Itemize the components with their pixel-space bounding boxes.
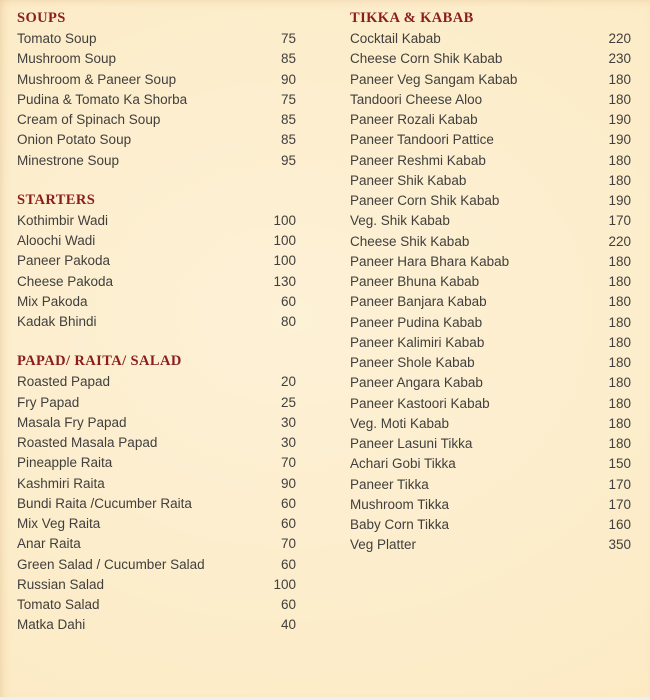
menu-item-row [350, 434, 631, 454]
menu-item-price: 85 [280, 132, 296, 148]
menu-item-price: 85 [280, 51, 296, 67]
menu-item-name: Paneer Pakoda [17, 253, 111, 269]
menu-item-name: Kothimbir Wadi [17, 212, 109, 228]
menu-item-name: Anar Raita [17, 536, 81, 552]
menu-item-row [17, 372, 296, 392]
menu-item-row [17, 575, 296, 595]
menu-item-row [350, 70, 631, 90]
menu-item-row [350, 333, 631, 353]
menu-item-price: 100 [273, 576, 296, 592]
menu-item-name: Mushroom & Paneer Soup [17, 71, 177, 87]
menu-item-price: 70 [280, 455, 296, 471]
menu-item-name: Paneer Kastoori Kabab [350, 395, 490, 411]
menu-item-price: 180 [608, 334, 631, 350]
menu-item-price: 190 [608, 132, 631, 148]
menu-item-name: Paneer Shik Kabab [350, 172, 467, 188]
menu-column-right [350, 7, 631, 556]
menu-item-name: Kadak Bhindi [17, 314, 97, 329]
menu-item-price: 220 [608, 31, 631, 46]
menu-item-price: 100 [273, 253, 296, 269]
menu-item-name: Bundi Raita /Cucumber Raita [17, 495, 192, 511]
menu-item-price: 75 [280, 31, 296, 46]
menu-item-price: 60 [280, 516, 296, 531]
menu-item-row [350, 394, 631, 414]
menu-item-price: 180 [608, 152, 631, 168]
menu-item-price: 180 [608, 274, 631, 289]
menu-item-price: 180 [608, 91, 631, 107]
menu-item-name: Onion Potato Soup [17, 132, 132, 148]
menu-item-row [17, 29, 296, 49]
menu-item-row [17, 90, 296, 110]
menu-item-row [350, 191, 631, 211]
menu-item-name: Paneer Shole Kabab [350, 355, 475, 370]
menu-item-row [350, 252, 631, 272]
menu-item-name: Mushroom Tikka [350, 496, 450, 512]
menu-item-price: 220 [608, 233, 631, 249]
section-heading: PAPAD/ RAITA/ SALAD [17, 353, 182, 370]
menu-item-name: Cream of Spinach Soup [17, 112, 161, 127]
menu-item-row [17, 453, 296, 473]
menu-item-row [17, 130, 296, 150]
menu-item-price: 180 [608, 415, 631, 431]
menu-item-price: 60 [280, 556, 296, 572]
menu-item-row [17, 494, 296, 514]
menu-item-price: 90 [280, 71, 296, 87]
menu-item-price: 75 [280, 91, 296, 107]
menu-item-name: Paneer Corn Shik Kabab [350, 193, 500, 208]
menu-item-name: Pudina & Tomato Ka Shorba [17, 91, 188, 107]
menu-item-row [350, 292, 631, 312]
menu-item-price: 180 [608, 355, 631, 370]
menu-item-price: 60 [280, 495, 296, 511]
menu-item-price: 190 [608, 193, 631, 208]
menu-item-price: 30 [280, 435, 296, 450]
menu-item-name: Mushroom Soup [17, 51, 117, 67]
menu-item-row [17, 211, 296, 231]
menu-item-price: 180 [608, 375, 631, 391]
menu-item-name: Cocktail Kabab [350, 31, 441, 46]
menu-item-row [350, 49, 631, 69]
menu-item-row [17, 312, 296, 332]
menu-item-row [350, 475, 631, 495]
menu-item-name: Masala Fry Papad [17, 414, 127, 430]
menu-item-price: 20 [280, 374, 296, 390]
menu-item-price: 30 [280, 414, 296, 430]
menu-item-price: 180 [608, 395, 631, 411]
menu-item-row [17, 534, 296, 554]
menu-item-name: Paneer Lasuni Tikka [350, 436, 473, 451]
menu-item-price: 180 [608, 314, 631, 330]
menu-item-name: Kashmiri Raita [17, 475, 105, 491]
menu-item-price: 130 [273, 273, 296, 289]
menu-item-price: 180 [608, 294, 631, 310]
menu-item-price: 180 [608, 253, 631, 269]
menu-item-row [17, 413, 296, 433]
menu-item-name: Achari Gobi Tikka [350, 456, 456, 472]
menu-item-row [350, 535, 631, 555]
menu-item-row [350, 211, 631, 231]
menu-item-price: 40 [280, 617, 296, 633]
menu-item-name: Cheese Corn Shik Kabab [350, 51, 503, 67]
menu-item-price: 180 [608, 172, 631, 188]
menu-item-name: Paneer Angara Kabab [350, 375, 483, 391]
menu-item-name: Cheese Pakoda [17, 273, 114, 289]
menu-item-price: 170 [608, 476, 631, 492]
menu-item-name: Paneer Banjara Kabab [350, 294, 487, 310]
menu-item-row [350, 373, 631, 393]
menu-item-price: 60 [280, 293, 296, 309]
menu-item-name: Baby Corn Tikka [350, 517, 450, 532]
menu-item-row [350, 232, 631, 252]
menu-item-row [17, 151, 296, 171]
section-heading: STARTERS [17, 191, 96, 208]
menu-item-name: Aloochi Wadi [17, 233, 96, 248]
menu-item-row [17, 110, 296, 130]
menu-item-row [17, 251, 296, 271]
menu-item-name: Roasted Masala Papad [17, 435, 158, 450]
menu-item-row [17, 292, 296, 312]
menu-item-row [17, 474, 296, 494]
menu-item-name: Fry Papad [17, 394, 80, 410]
menu-column-left [17, 7, 296, 636]
menu-item-name: Pineapple Raita [17, 455, 113, 471]
menu-item-row [17, 70, 296, 90]
menu-item-name: Mix Pakoda [17, 293, 88, 309]
menu-item-name: Paneer Bhuna Kabab [350, 274, 480, 289]
menu-item-row [17, 615, 296, 635]
menu-item-row [350, 495, 631, 515]
section-heading: TIKKA & KABAB [350, 10, 474, 26]
menu-item-name: Paneer Reshmi Kabab [350, 152, 486, 168]
menu-item-name: Cheese Shik Kabab [350, 233, 470, 249]
menu-item-price: 60 [280, 597, 296, 612]
menu-item-price: 170 [608, 496, 631, 512]
menu-item-name: Tomato Salad [17, 597, 100, 612]
menu-item-row [17, 272, 296, 292]
menu-item-row [350, 130, 631, 150]
menu-item-name: Green Salad / Cucumber Salad [17, 556, 205, 572]
menu-item-row [350, 110, 631, 130]
menu-item-price: 85 [280, 112, 296, 127]
section-heading: SOUPS [17, 10, 66, 26]
menu-item-name: Tomato Soup [17, 31, 97, 46]
menu-item-price: 180 [608, 436, 631, 451]
menu-item-price: 180 [608, 71, 631, 87]
menu-item-row [17, 514, 296, 534]
menu-item-row [17, 393, 296, 413]
menu-item-row [17, 433, 296, 453]
menu-item-row [17, 595, 296, 615]
menu-item-row [350, 90, 631, 110]
menu-item-name: Paneer Hara Bhara Kabab [350, 253, 510, 269]
menu-item-name: Paneer Pudina Kabab [350, 314, 483, 330]
menu-item-row [350, 313, 631, 333]
menu-item-name: Veg. Moti Kabab [350, 415, 450, 431]
menu-item-name: Minestrone Soup [17, 152, 120, 168]
menu-item-name: Roasted Papad [17, 374, 111, 390]
menu-item-price: 80 [280, 314, 296, 329]
menu-item-row [350, 515, 631, 535]
menu-item-price: 190 [608, 112, 631, 127]
menu-item-row [350, 151, 631, 171]
menu-item-price: 170 [608, 213, 631, 229]
menu-item-price: 100 [273, 212, 296, 228]
menu-item-price: 90 [280, 475, 296, 491]
menu-item-price: 350 [608, 537, 631, 553]
menu-item-name: Paneer Tikka [350, 476, 429, 492]
menu-item-row [350, 29, 631, 49]
menu-item-price: 230 [608, 51, 631, 67]
menu-item-row [350, 353, 631, 373]
menu-item-name: Veg Platter [350, 537, 417, 553]
menu-item-row [17, 231, 296, 251]
menu-item-name: Tandoori Cheese Aloo [350, 91, 483, 107]
menu-item-row [350, 272, 631, 292]
menu-item-name: Paneer Tandoori Pattice [350, 132, 494, 148]
menu-item-price: 150 [608, 456, 631, 472]
menu-item-row [17, 49, 296, 69]
menu-item-name: Veg. Shik Kabab [350, 213, 450, 229]
menu-item-row [350, 454, 631, 474]
menu-item-name: Paneer Veg Sangam Kabab [350, 71, 518, 87]
menu-item-row [350, 414, 631, 434]
menu-item-price: 70 [280, 536, 296, 552]
menu-item-name: Paneer Kalimiri Kabab [350, 334, 485, 350]
menu-item-name: Mix Veg Raita [17, 516, 101, 531]
menu-item-name: Russian Salad [17, 576, 105, 592]
menu-item-name: Matka Dahi [17, 617, 86, 633]
menu-item-row [17, 555, 296, 575]
menu-item-price: 25 [280, 394, 296, 410]
menu-item-name: Paneer Rozali Kabab [350, 112, 478, 127]
menu-item-price: 100 [273, 233, 296, 248]
menu-item-price: 160 [608, 517, 631, 532]
menu-item-row [350, 171, 631, 191]
menu-item-price: 95 [280, 152, 296, 168]
